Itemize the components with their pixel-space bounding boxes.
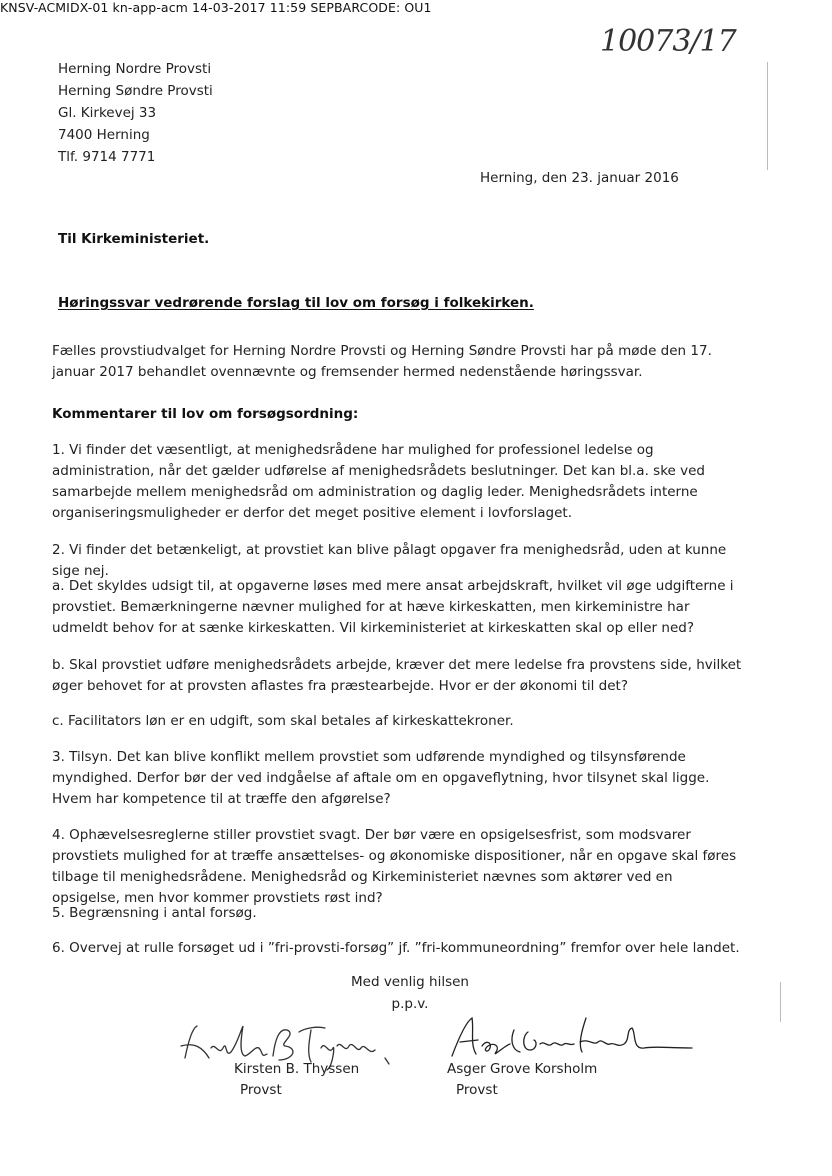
paragraph-b: b. Skal provstiet udføre menighedsrådets arbejde, kræver det mere ledelse fra provstens side, hvilket øger behovet for at provsten aflastes fra præstearbejde. Hvor er der økonomi til det?: [52, 657, 742, 694]
sender-address: [58, 58, 213, 168]
signature-asger-grove-korsholm: [448, 1010, 698, 1065]
sender-line: Gl. Kirkevej 33: [58, 105, 157, 121]
signatory-name: Asger Grove Korsholm: [447, 1061, 598, 1077]
signatory-title: Provst: [456, 1082, 498, 1098]
fax-header: KNSV-ACMIDX-01 kn-app-acm 14-03-2017 11:59 SEPBARCODE: OU1: [0, 0, 432, 15]
closing-greeting: Med venlig hilsen: [351, 974, 469, 990]
intro-paragraph: Fælles provstiudvalget for Herning Nordre Provsti og Herning Søndre Provsti har på møde den 17. januar 2017 behandlet ovennævnte og fremsender hermed nedenstående høringssvar.: [52, 343, 712, 380]
paragraph-4: 4. Ophævelsesreglerne stiller provstiet svagt. Der bør være en opsigelsesfrist, som modsvarer provstiets mulighed for at træffe ansættelses- og økonomiske dispositioner, når en opgave skal føres tilbage til menighedsrådene. Menighedsråd og Kirkeministeriet nævnes som aktører ved en opsigelse, men hvor kommer provstiets røst ind?: [52, 827, 737, 906]
sender-line: Herning Søndre Provsti: [58, 83, 213, 99]
signatory-title: Provst: [240, 1082, 282, 1098]
scan-edge-line: [780, 982, 781, 1022]
paragraph-2: 2. Vi finder det betænkeligt, at provstiet kan blive pålagt opgaver fra menighedsråd, uden at kunne sige nej.: [52, 542, 727, 579]
paragraph-5: 5. Begrænsning i antal forsøg.: [52, 905, 257, 921]
paragraph-3: 3. Tilsyn. Det kan blive konflikt mellem provstiet som udførende myndighed og tilsynsførende myndighed. Derfor bør der ved indgåelse af aftale om en opgaveflytning, hvor tilsynet skal ligge. Hvem har kompetence til at træffe den afgørelse?: [52, 749, 710, 807]
paragraph-6: 6. Overvej at rulle forsøget ud i ”fri-provsti-forsøg” jf. ”fri-kommuneordning” fremfor over hele landet.: [52, 940, 740, 956]
sender-line: Herning Nordre Provsti: [58, 61, 212, 77]
paragraph-1: 1. Vi finder det væsentligt, at menighedsrådene har mulighed for professionel ledelse og administration, når det gælder udførelse af menighedsrådets beslutninger. Det kan bl.a. ske ved samarbejde mellem menighedsråd om administration og daglig leder. Menighedsrådets interne organiseringsmuligheder er derfor det meget positive element i lovforslaget.: [52, 442, 705, 521]
scan-edge-line: [767, 62, 768, 170]
comments-heading: Kommentarer til lov om forsøgsordning:: [52, 406, 359, 422]
sender-line: Tlf. 9714 7771: [58, 149, 156, 165]
paragraph-a: a. Det skyldes udsigt til, at opgaverne løses med mere ansat arbejdskraft, hvilket vil øge udgifterne i provstiet. Bemærkningerne nævner mulighed for at hæve kirkeskatten, men kirkeministre har udmeldt behov for at sænke kirkeskatten. Vil kirkeministeriet at kirkeskatten skal op eller ned?: [52, 578, 734, 636]
closing-ppv: p.p.v.: [391, 996, 429, 1012]
signatory-name: Kirsten B. Thyssen: [234, 1061, 360, 1077]
letter-subject: Høringssvar vedrørende forslag til lov om forsøg i folkekirken.: [58, 295, 534, 311]
handwritten-reference-number: 10073/17: [600, 24, 736, 59]
paragraph-c: c. Facilitators løn er en udgift, som skal betales af kirkeskattekroner.: [52, 713, 514, 729]
sender-line: 7400 Herning: [58, 127, 150, 143]
recipient: Til Kirkeministeriet.: [58, 231, 210, 247]
letter-date: Herning, den 23. januar 2016: [480, 170, 679, 186]
